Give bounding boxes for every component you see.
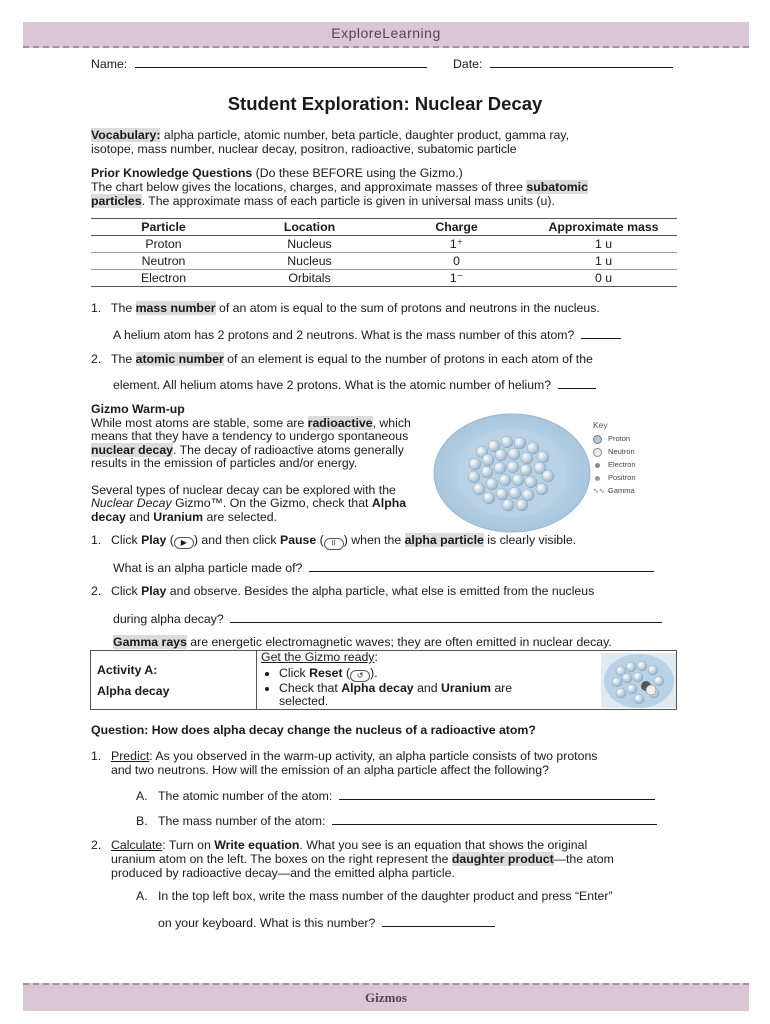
- section-question: Question: How does alpha decay change the nucleus of a radioactive atom?: [91, 723, 536, 737]
- term-daughter-product: daughter product: [451, 852, 554, 866]
- question-number: 2.: [91, 584, 102, 598]
- table-row: [91, 253, 677, 270]
- question-atomic-number: [91, 352, 593, 366]
- w1-text-d: (: [316, 533, 324, 547]
- b2-text-a: Check that: [279, 680, 342, 695]
- neutron-dot-icon: [593, 448, 602, 457]
- table-header: Location: [236, 219, 383, 236]
- particle-table: [91, 218, 677, 287]
- atom-illustration: [432, 412, 592, 534]
- q2-line-2: element. All helium atoms have 2 protons. What is the atomic number of helium?: [113, 378, 552, 392]
- gamma-wave-icon: ∿∿→: [593, 488, 612, 495]
- name-field[interactable]: [91, 56, 427, 71]
- play-label: Play: [141, 533, 167, 547]
- particle-key: [593, 420, 683, 500]
- warmup-question-2: [91, 584, 594, 598]
- key-label: Gamma: [608, 486, 635, 495]
- calc-a-line-2: on your keyboard. What is this number?: [158, 916, 376, 930]
- name-line[interactable]: [135, 56, 427, 68]
- key-item: [593, 458, 683, 471]
- prior-line-1: The chart below gives the locations, charges, and approximate masses of three: [91, 180, 527, 194]
- w1-text-b: (: [166, 533, 174, 547]
- w1-prompt: [113, 560, 654, 575]
- predict-label: Predict: [111, 749, 150, 763]
- w2-text-b: and observe. Besides the alpha particle, what else is emitted from the nucleus: [166, 584, 595, 598]
- gizmo-ready-instructions: [261, 651, 591, 709]
- key-item: [593, 484, 683, 497]
- predict-b: [136, 813, 657, 828]
- activity-label-cell: [91, 651, 257, 709]
- warmup-line-4: results in the emission of particles and/or energy.: [91, 456, 358, 470]
- vocabulary-label: Vocabulary:: [91, 128, 161, 142]
- key-label: Positron: [608, 473, 636, 482]
- warmup-p2-line-2: Gizmo™. On the Gizmo, check that: [171, 496, 372, 510]
- prior-heading: Prior Knowledge Questions: [91, 166, 253, 180]
- gizmo-name: Nuclear Decay: [91, 496, 172, 510]
- option-write-equation: Write equation: [214, 838, 300, 852]
- list-item: [279, 667, 591, 682]
- question-number: 1.: [91, 533, 102, 547]
- q1-text-a: The: [111, 301, 136, 315]
- predict-a-text: The atomic number of the atom:: [158, 789, 333, 803]
- question-number: 2.: [91, 352, 102, 366]
- table-cell: Orbitals: [288, 271, 331, 285]
- table-header: Charge: [383, 219, 530, 236]
- w1-text-e: ) when the: [343, 533, 405, 547]
- table-cell: 1⁻: [449, 271, 464, 285]
- table-row: [91, 236, 677, 253]
- calc-text-3: produced by radioactive decay—and the emitted alpha particle.: [111, 866, 455, 880]
- answer-line[interactable]: [332, 813, 657, 825]
- term-mass-number: mass number: [135, 301, 216, 315]
- calc-text-1b: . What you see is an equation that shows the original: [299, 838, 588, 852]
- warmup-line-2: means that they have a tendency to undergo spontaneous: [91, 429, 409, 443]
- activity-label: Activity A:: [97, 663, 158, 677]
- activity-name: Alpha decay: [97, 684, 170, 698]
- w2-text-a: Click: [111, 584, 142, 598]
- date-field[interactable]: [453, 56, 673, 71]
- question-number: 2.: [91, 838, 102, 852]
- calc-a-line-1: In the top left box, write the mass number of the daughter product and press “Enter”: [158, 889, 613, 903]
- calculate-a-prompt: [158, 915, 495, 930]
- w1-text-f: is clearly visible.: [483, 533, 577, 547]
- b1-text-a: Click: [279, 665, 310, 680]
- b1-text-d: ).: [370, 665, 378, 680]
- option-uranium: Uranium: [441, 680, 491, 695]
- term-nuclear-decay: nuclear decay: [91, 442, 174, 457]
- term-particles: particles: [91, 194, 142, 208]
- warmup-line-3: . The decay of radioactive atoms generally: [173, 442, 404, 457]
- b2-text-c: and: [413, 680, 442, 695]
- option-alpha-decay: Alpha decay: [341, 680, 414, 695]
- q1-line-2: A helium atom has 2 protons and 2 neutrons. What is the mass number of this atom?: [113, 328, 575, 342]
- table-cell: 1⁺: [449, 237, 464, 251]
- date-line[interactable]: [490, 56, 673, 68]
- answer-line[interactable]: [558, 377, 596, 389]
- key-item: [593, 471, 683, 484]
- answer-line[interactable]: [309, 560, 654, 572]
- question-number: 1.: [91, 749, 102, 763]
- gizmo-ready-colon: :: [374, 650, 378, 664]
- table-cell: 0 u: [594, 271, 613, 285]
- warmup-question-1: [91, 533, 576, 550]
- table-cell: Nucleus: [287, 237, 332, 251]
- name-label: Name:: [91, 57, 128, 71]
- predict-a: [136, 788, 655, 803]
- prior-line-2: . The approximate mass of each particle is given in universal mass units (u).: [141, 194, 555, 208]
- w1-line-2: What is an alpha particle made of?: [113, 561, 303, 575]
- calc-text-2: uranium atom on the left. The boxes on the right represent the: [111, 852, 452, 866]
- w1-text-c: ) and then click: [193, 533, 280, 547]
- pause-button-icon[interactable]: II: [324, 538, 344, 550]
- table-cell: 1 u: [594, 254, 613, 268]
- prior-knowledge: [91, 166, 691, 208]
- warmup-p2-line-1: Several types of nuclear decay can be explored with the: [91, 482, 396, 497]
- q2-text-a: The: [111, 352, 136, 366]
- header-band: [23, 22, 749, 48]
- predict-text: : As you observed in the warm-up activity, an alpha particle consists of two protons: [149, 749, 598, 763]
- prior-heading-note: (Do these BEFORE using the Gizmo.): [252, 166, 463, 180]
- list-item: [279, 682, 591, 709]
- proton-dot-icon: [593, 435, 602, 444]
- table-cell: Electron: [140, 271, 187, 285]
- play-label: Play: [141, 584, 167, 598]
- key-label: Proton: [608, 434, 631, 443]
- q1-prompt: [113, 327, 621, 342]
- question-number: 1.: [91, 301, 102, 315]
- nucleus-thumbnail: [601, 653, 676, 708]
- b2-text-e: are: [490, 680, 513, 695]
- calc-text-2b: —the atom: [553, 852, 614, 866]
- predict-b-text: The mass number of the atom:: [158, 814, 326, 828]
- explorelearning-logo: ExploreLearning: [331, 25, 441, 41]
- positron-dot-icon: [595, 476, 600, 481]
- option-decay: decay: [91, 509, 126, 524]
- w2-line-2: during alpha decay?: [113, 612, 224, 626]
- sub-letter: A.: [136, 889, 148, 903]
- vocabulary: [91, 128, 691, 156]
- calc-text-1: : Turn on: [162, 838, 215, 852]
- calculate-question: [91, 838, 614, 880]
- table-cell: Neutron: [141, 254, 186, 268]
- w1-text-a: Click: [111, 533, 142, 547]
- option-uranium: Uranium: [153, 509, 204, 524]
- electron-dot-icon: [595, 463, 600, 468]
- key-label: Neutron: [608, 447, 635, 456]
- gamma-text: are energetic electromagnetic waves; they are often emitted in nuclear decay.: [186, 635, 612, 649]
- sub-letter: A.: [136, 789, 148, 803]
- gizmos-logo: Gizmos: [365, 990, 407, 1005]
- answer-line[interactable]: [339, 788, 655, 800]
- answer-line[interactable]: [382, 915, 495, 927]
- warmup-and: and: [125, 509, 154, 524]
- answer-line[interactable]: [230, 611, 662, 623]
- q1-text-b: of an atom is equal to the sum of protons and neutrons in the nucleus.: [215, 301, 600, 315]
- table-row: [91, 270, 677, 287]
- option-alpha: Alpha: [371, 496, 407, 510]
- table-header: Approximate mass: [530, 219, 677, 236]
- key-item: [593, 432, 683, 445]
- answer-line[interactable]: [581, 327, 621, 339]
- calculate-a: [136, 889, 613, 903]
- footer-band: [23, 983, 749, 1011]
- reset-label: Reset: [309, 665, 343, 680]
- b1-text-c: (: [342, 665, 351, 680]
- reset-button-icon[interactable]: ↺: [350, 670, 370, 682]
- key-title: Key: [593, 420, 608, 430]
- gamma-rays-note: [113, 635, 612, 649]
- table-cell: Nucleus: [287, 254, 332, 268]
- sub-letter: B.: [136, 814, 148, 828]
- table-header: Particle: [91, 219, 236, 236]
- warmup-selected: are selected.: [203, 509, 277, 524]
- calculate-label: Calculate: [111, 838, 163, 852]
- term-subatomic: subatomic: [526, 180, 588, 194]
- play-button-icon[interactable]: ▶: [174, 537, 194, 549]
- warmup-line-1b: , which: [372, 415, 411, 430]
- question-mass-number: [91, 301, 600, 315]
- term-alpha-particle: alpha particle: [404, 533, 484, 547]
- b2-text-f: selected.: [279, 694, 329, 708]
- key-item: [593, 445, 683, 458]
- date-label: Date:: [453, 57, 483, 71]
- warmup-line-1: While most atoms are stable, some are: [91, 415, 308, 430]
- key-label: Electron: [608, 460, 636, 469]
- gizmo-warmup: [91, 403, 471, 524]
- gizmo-ready-heading: Get the Gizmo ready: [261, 650, 375, 664]
- table-cell: Proton: [145, 237, 182, 251]
- table-cell: 1 u: [594, 237, 613, 251]
- q2-prompt: [113, 377, 596, 392]
- w2-prompt: [113, 611, 662, 626]
- table-cell: 0: [453, 254, 460, 268]
- activity-a-box: [90, 650, 677, 710]
- pause-label: Pause: [280, 533, 317, 547]
- vocabulary-terms-2: isotope, mass number, nuclear decay, positron, radioactive, subatomic particle: [91, 142, 517, 156]
- page-title: Student Exploration: Nuclear Decay: [227, 93, 543, 114]
- predict-question: [91, 749, 597, 777]
- q2-text-b: of an element is equal to the number of protons in each atom of the: [223, 352, 593, 366]
- term-gamma-rays: Gamma rays: [113, 635, 187, 649]
- term-atomic-number: atomic number: [135, 352, 224, 366]
- predict-text-2: and two neutrons. How will the emission of an alpha particle affect the following?: [111, 763, 549, 777]
- warmup-heading: Gizmo Warm-up: [91, 402, 185, 416]
- vocabulary-terms: alpha particle, atomic number, beta particle, daughter product, gamma ray,: [163, 128, 570, 142]
- term-radioactive: radioactive: [307, 415, 373, 430]
